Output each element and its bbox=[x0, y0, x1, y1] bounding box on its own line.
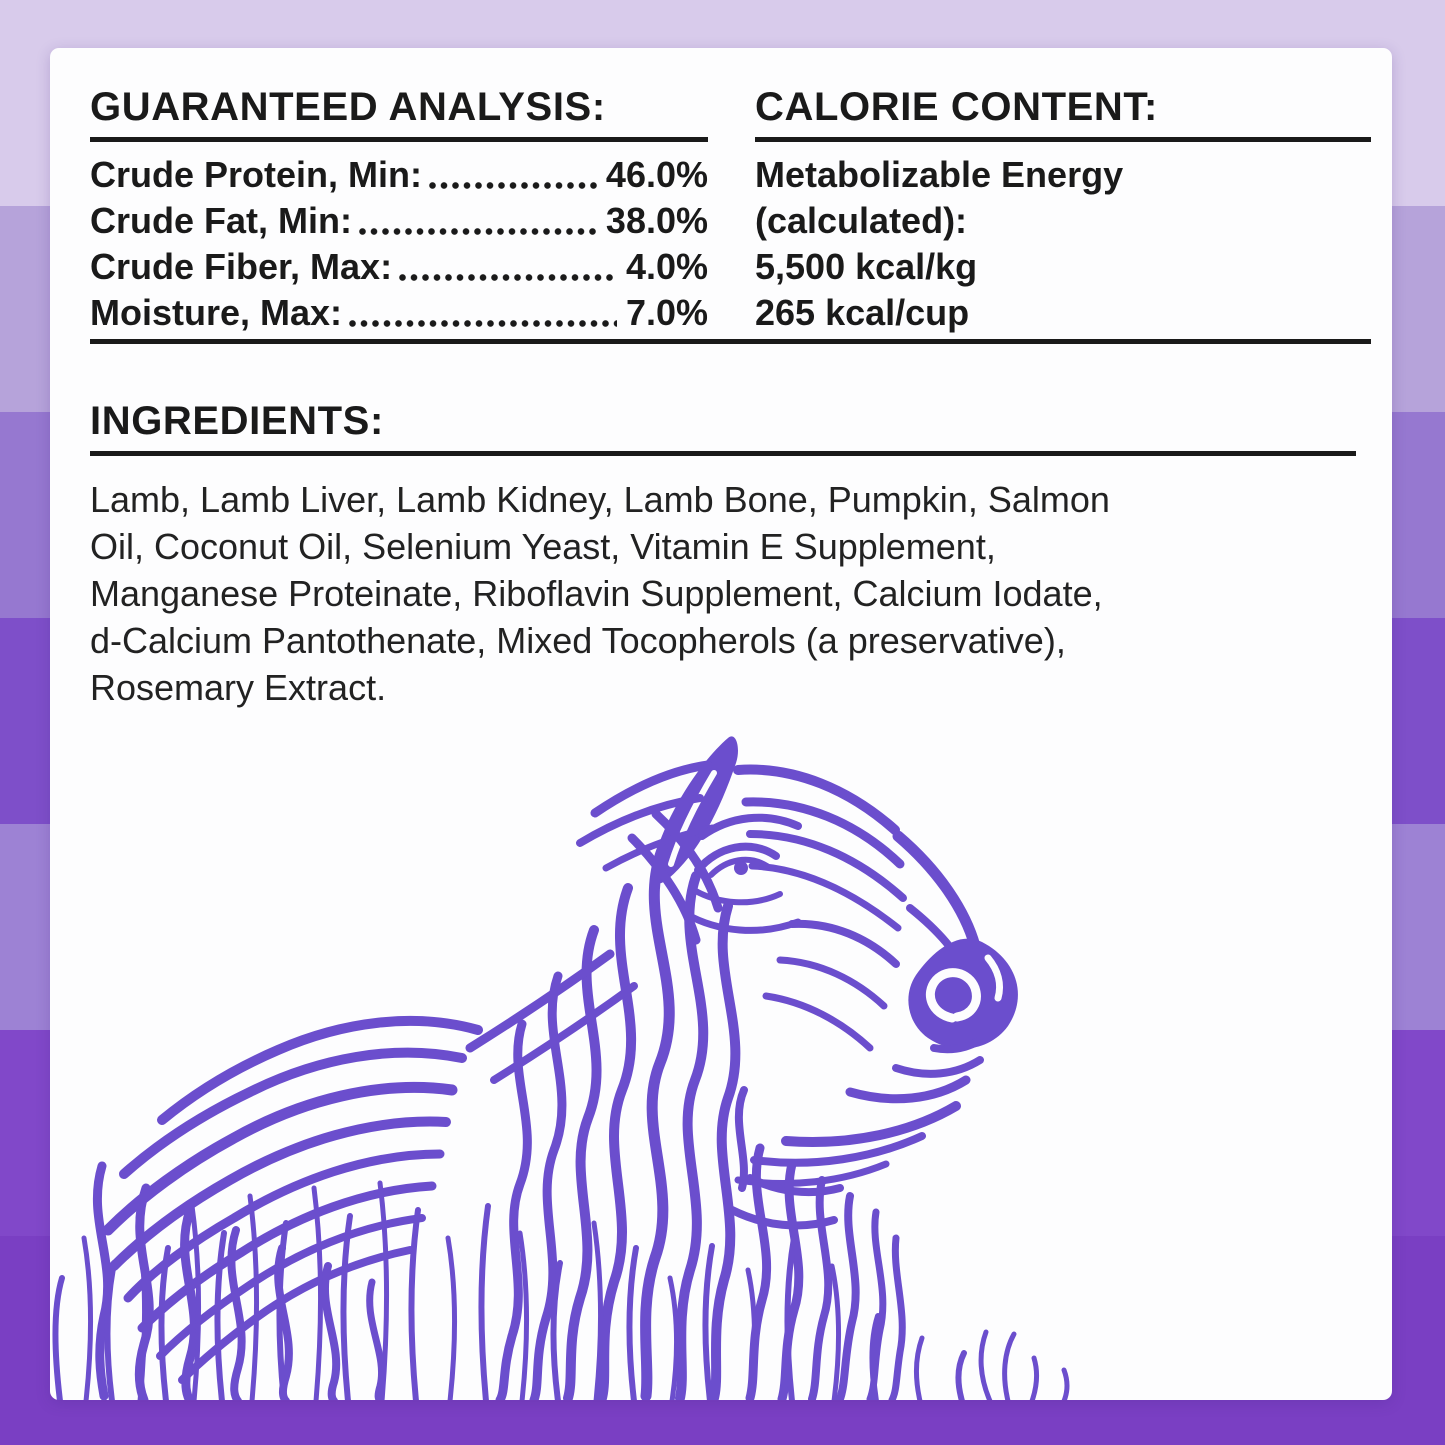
calorie-line: Metabolizable Energy bbox=[755, 154, 1124, 195]
calorie-content-section bbox=[755, 84, 1371, 336]
analysis-label: Crude Fiber, Max: bbox=[90, 246, 393, 287]
label-card bbox=[50, 48, 1392, 1400]
dot-leader bbox=[359, 228, 597, 235]
ingredients-line: d-Calcium Pantothenate, Mixed Tocopherols (a preservative), bbox=[90, 620, 1066, 661]
sheep-line-art-svg bbox=[50, 718, 1090, 1400]
analysis-value: 7.0% bbox=[625, 292, 708, 333]
dot-leader bbox=[429, 182, 597, 189]
calorie-line: 265 kcal/cup bbox=[755, 292, 970, 333]
analysis-row bbox=[90, 152, 708, 198]
analysis-label: Moisture, Max: bbox=[90, 292, 343, 333]
analysis-label: Crude Fat, Min: bbox=[90, 200, 352, 241]
ingredients-text bbox=[90, 476, 1392, 711]
ingredients-section bbox=[90, 398, 1392, 711]
analysis-row bbox=[90, 198, 708, 244]
guaranteed-analysis-title: GUARANTEED ANALYSIS: bbox=[90, 85, 606, 129]
title-underline bbox=[90, 451, 1356, 456]
ingredients-line: Rosemary Extract. bbox=[90, 667, 387, 708]
section-divider-rule bbox=[90, 339, 1371, 344]
calorie-lines bbox=[755, 152, 1371, 336]
analysis-rows bbox=[90, 152, 708, 336]
analysis-calorie-columns bbox=[90, 84, 1392, 336]
dot-leader bbox=[399, 274, 617, 281]
ingredients-title: INGREDIENTS: bbox=[90, 399, 384, 443]
analysis-value: 4.0% bbox=[625, 246, 708, 287]
ingredients-line: Oil, Coconut Oil, Selenium Yeast, Vitamin E Supplement, bbox=[90, 526, 996, 567]
title-underline bbox=[90, 137, 708, 142]
calorie-line: (calculated): bbox=[755, 200, 968, 241]
ingredients-line: Lamb, Lamb Liver, Lamb Kidney, Lamb Bone, Pumpkin, Salmon bbox=[90, 479, 1110, 520]
analysis-label: Crude Protein, Min: bbox=[90, 154, 422, 195]
analysis-value: 46.0% bbox=[605, 154, 708, 195]
analysis-row bbox=[90, 244, 708, 290]
analysis-value: 38.0% bbox=[605, 200, 708, 241]
calorie-content-title: CALORIE CONTENT: bbox=[755, 85, 1158, 129]
sheep-illustration bbox=[50, 718, 1090, 1400]
title-underline bbox=[755, 137, 1371, 142]
analysis-row bbox=[90, 290, 708, 336]
calorie-line: 5,500 kcal/kg bbox=[755, 246, 978, 287]
ingredients-line: Manganese Proteinate, Riboflavin Supplement, Calcium Iodate, bbox=[90, 573, 1103, 614]
dot-leader bbox=[349, 320, 617, 327]
guaranteed-analysis-section bbox=[90, 84, 708, 336]
